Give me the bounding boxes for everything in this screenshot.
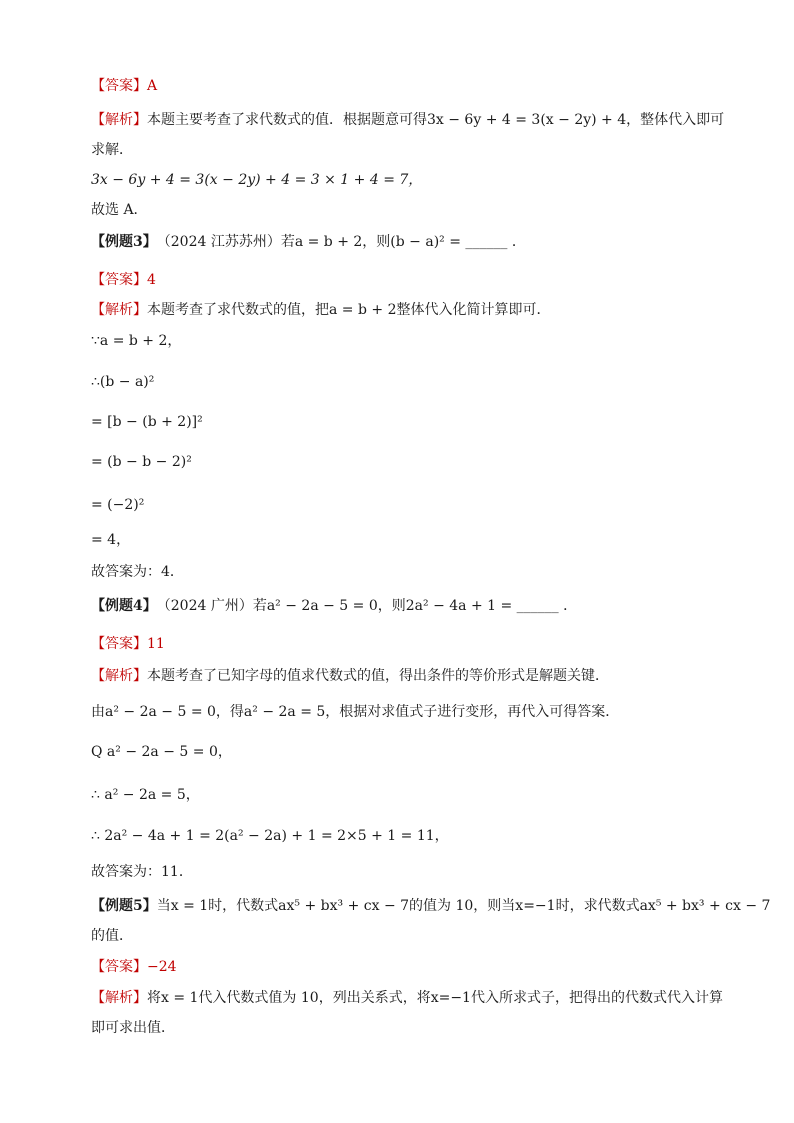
step-line [91,331,734,351]
answer-tag: 【答案】 [91,636,147,652]
answer-tag: 【答案】 [91,959,147,975]
answer-line-4 [91,957,734,977]
analysis-text: 本题主要考查了求代数式的值．根据题意可得3x − 6y + 4 = 3(x − 2y) + 4，整体代入即可 [147,112,725,128]
analysis-text: 即可求出值． [91,1020,175,1036]
step-line [91,372,734,392]
step-line [91,785,734,805]
example-text: （2024 江苏苏州）若a = b + 2，则(b − a)² = ______ ． [156,234,526,250]
example-tag: 【例题4】 [91,598,157,614]
example-text: 的值． [91,928,133,944]
conclusion-line [91,562,734,582]
analysis-text: 求解． [91,142,133,158]
analysis-line-4 [91,988,734,1008]
conclusion-text: 故答案为：4． [91,564,184,580]
step-text: ∴ 2a² − 4a + 1 = 2(a² − 2a) + 1 = 2×5 + 1 = 11， [91,828,449,844]
analysis-text: 本题考查了已知字母的值求代数式的值，得出条件的等价形式是解题关键． [147,668,609,684]
example-tag: 【例题5】 [91,898,157,914]
answer-line-3 [91,634,734,654]
equation-text: 3x − 6y + 4 = 3(x − 2y) + 4 = 3 × 1 + 4 = 7， [91,172,423,188]
analysis-line-2 [91,300,734,320]
example-5-line [91,896,771,916]
analysis-tag: 【解析】 [91,302,147,318]
answer-tag: 【答案】 [91,78,147,94]
step-text: 由a² − 2a − 5 = 0，得a² − 2a = 5，根据对求值式子进行变形，再代入可得答案． [91,704,620,720]
answer-tag: 【答案】 [91,272,147,288]
step-text: ∴(b − a)² [91,374,155,390]
step-line [91,495,734,515]
analysis-line-3 [91,666,734,686]
answer-text: 11 [147,636,165,652]
conclusion-line [91,200,734,220]
answer-line-2 [91,270,734,290]
analysis-text: 本题考查了求代数式的值，把a = b + 2整体代入化简计算即可． [147,302,551,318]
analysis-line-1 [91,110,734,130]
example-text: （2024 广州）若a² − 2a − 5 = 0，则2a² − 4a + 1 = ______ ． [156,598,578,614]
conclusion-text: 故答案为：11． [91,864,193,880]
analysis-tag: 【解析】 [91,990,147,1006]
example-5-cont [91,926,734,946]
step-line [91,412,734,432]
step-text: Q a² − 2a − 5 = 0， [91,744,232,760]
step-text: ∵a = b + 2， [91,333,182,349]
answer-text: A [147,78,158,94]
equation-line [91,170,734,190]
answer-line-1 [91,76,734,96]
step-line [91,826,734,846]
answer-text: 4 [147,272,156,288]
example-3-line [91,232,734,252]
analysis-line-1-cont [91,140,734,160]
step-text: = (−2)² [91,497,145,513]
example-4-line [91,596,734,616]
conclusion-line [91,862,734,882]
step-line [91,530,734,550]
step-text: = 4， [91,532,131,548]
example-text: 当x = 1时，代数式ax⁵ + bx³ + cx − 7的值为 10，则当x=−1时，求代数式ax⁵ + bx³ + cx − 7 [156,898,771,914]
analysis-line-4-cont [91,1018,734,1038]
step-text: = [b − (b + 2)]² [91,414,203,430]
analysis-tag: 【解析】 [91,668,147,684]
step-text: = (b − b − 2)² [91,454,192,470]
example-tag: 【例题3】 [91,234,157,250]
analysis-tag: 【解析】 [91,112,147,128]
step-line [91,702,734,722]
answer-text: −24 [147,959,177,975]
analysis-text: 将x = 1代入代数式值为 10，列出关系式，将x=−1代入所求式子，把得出的代数式代入计算 [147,990,723,1006]
step-line [91,452,734,472]
step-text: ∴ a² − 2a = 5， [91,787,200,803]
step-line [91,742,734,762]
conclusion-text: 故选 A． [91,202,148,218]
